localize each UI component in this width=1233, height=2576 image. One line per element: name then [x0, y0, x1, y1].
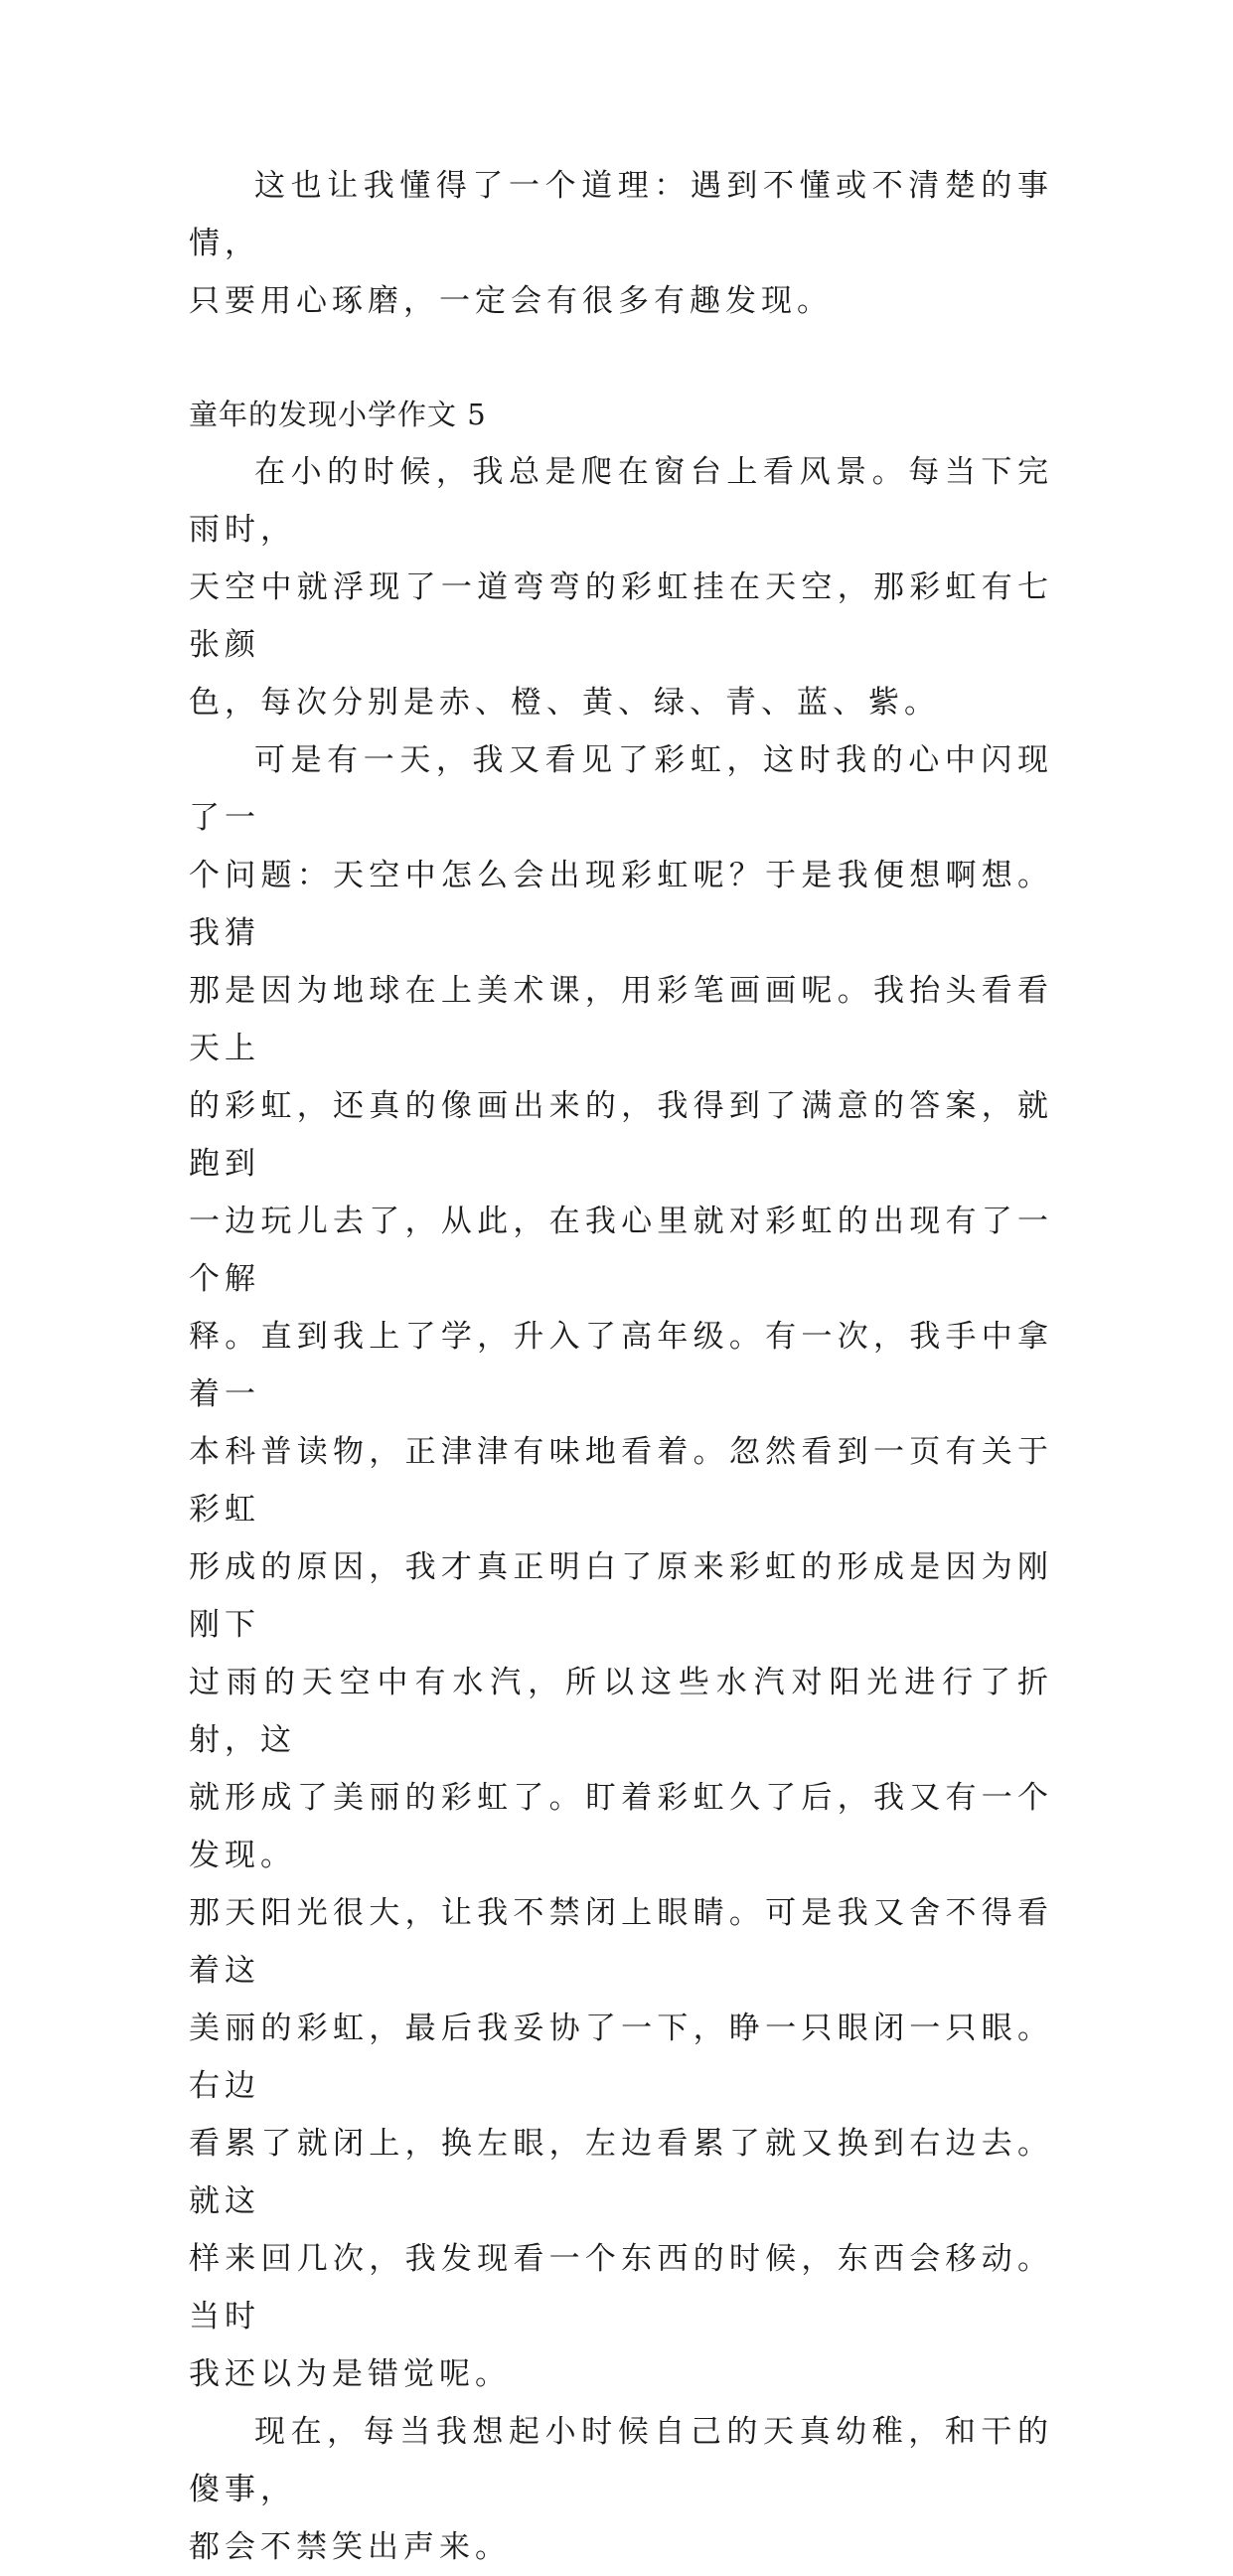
paragraph-intro: 这也让我懂得了一个道理：遇到不懂或不清楚的事情， 只要用心琢磨，一定会有很多有趣发现。	[189, 168, 1053, 319]
document-page	[189, 157, 1053, 2576]
section-spacer	[189, 330, 1053, 386]
paragraph-1: 在小的时候，我总是爬在窗台上看风景。每当下完雨时， 天空中就浮现了一道弯弯的彩虹挂在天空，那彩虹有七张颜 色，每次分别是赤、橙、黄、绿、青、蓝、紫。	[189, 454, 1053, 721]
essay-title: 童年的发现小学作文 5	[189, 398, 487, 431]
paragraph-2: 可是有一天，我又看见了彩虹，这时我的心中闪现了一 个问题：天空中怎么会出现彩虹呢？于是我便想啊想。我猜 那是因为地球在上美术课，用彩笔画画呢。我抬头看看天上 的彩虹，还真的像画出来的，我得到了满意的答案，就跑到 一边玩儿去了，从此，在我心里就对彩虹的出现有了一个解 释。直到我上了学，升入了高年级。有一次，我手中拿着一 本科普读物，正津津有味地看着。忽然看到一页有关于彩虹 形成的原因，我才真正明白了原来彩虹的形成是因为刚刚下 过雨的天空中有水汽，所以这些水汽对阳光进行了折射，这 就形成了美丽的彩虹了。盯着彩虹久了后，我又有一个发现。 那天阳光很大，让我不禁闭上眼睛。可是我又舍不得看着这 美丽的彩虹，最后我妥协了一下，睁一只眼闭一只眼。右边 看累了就闭上，换左眼，左边看累了就又换到右边去。就这 样来回几次，我发现看一个东西的时候，东西会移动。当时 我还以为是错觉呢。	[189, 742, 1053, 2392]
paragraph-3: 现在，每当我想起小时候自己的天真幼稚，和干的傻事， 都会不禁笑出声来。	[189, 2414, 1053, 2565]
